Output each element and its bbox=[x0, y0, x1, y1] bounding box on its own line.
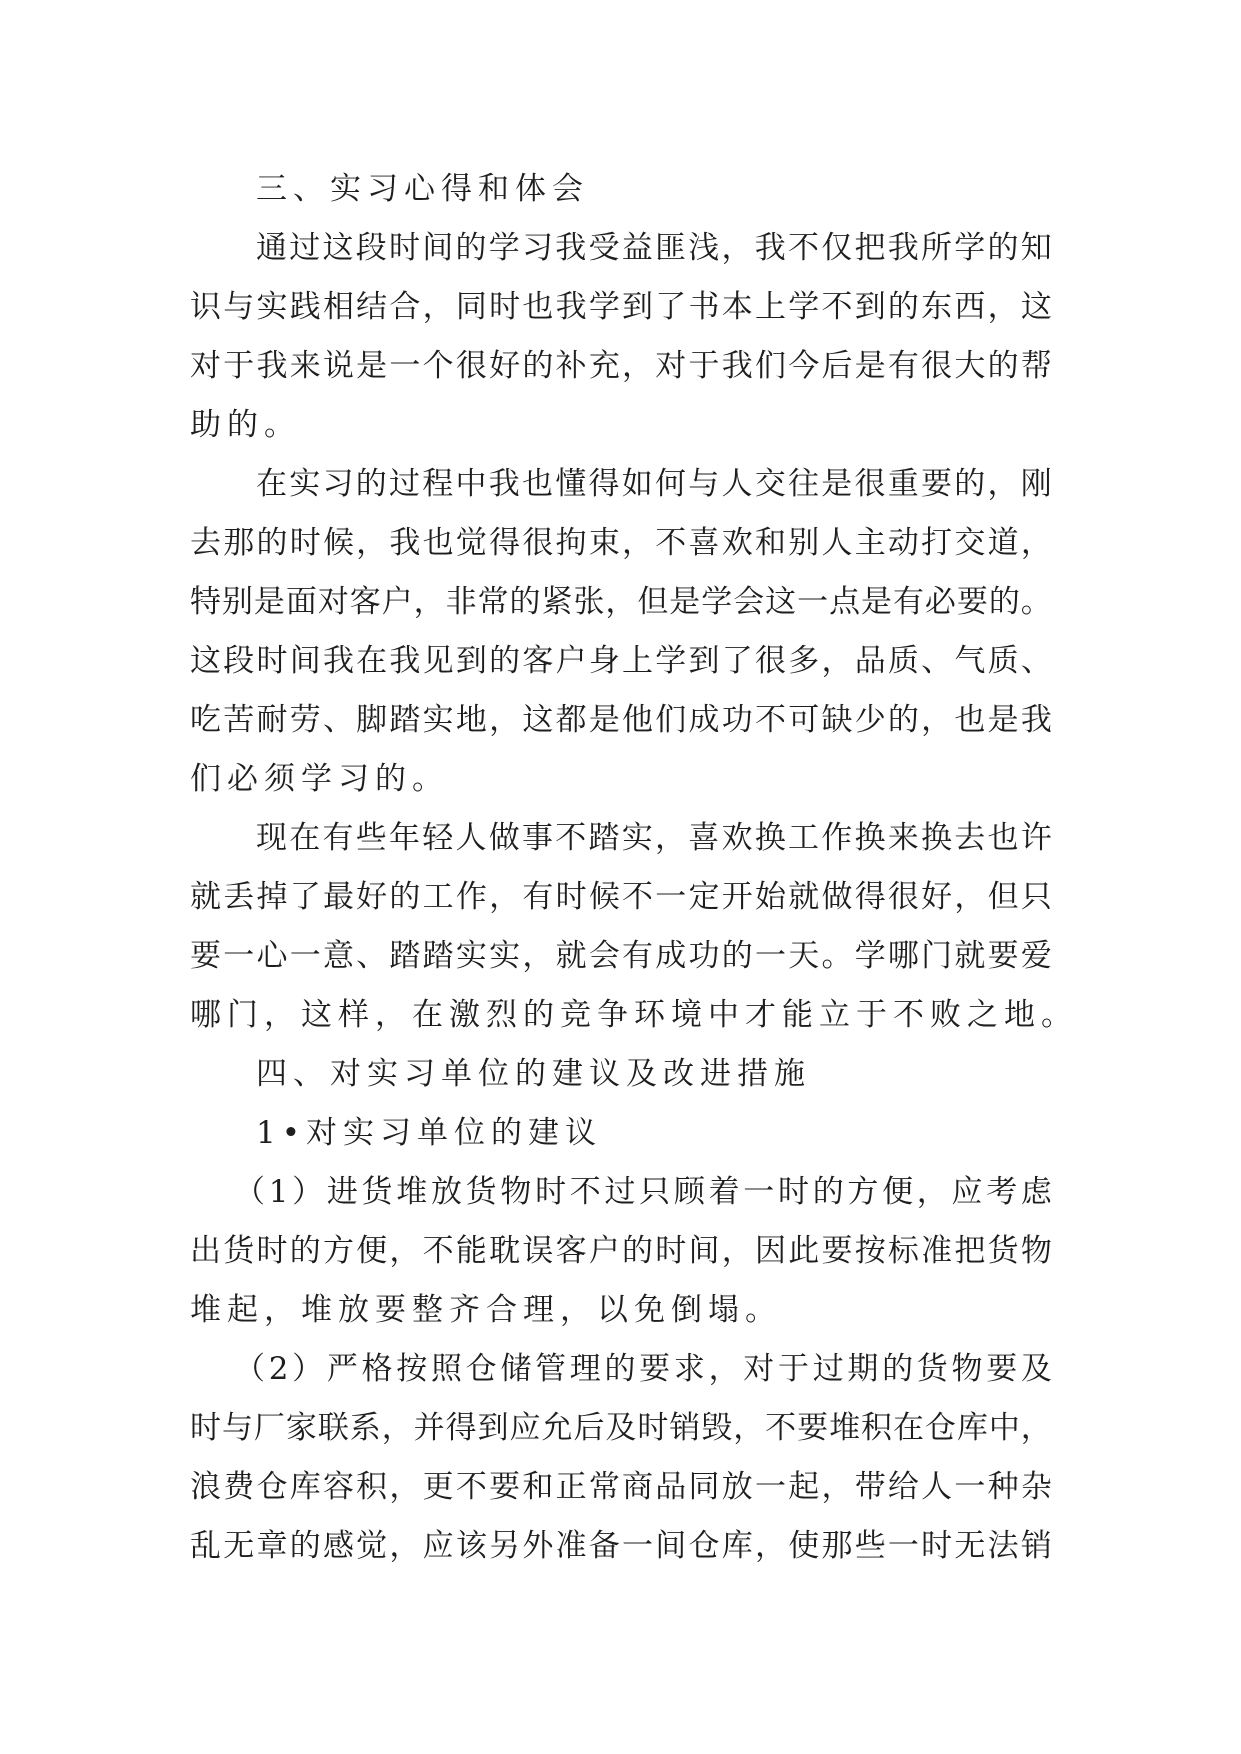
text-line-p5-4: 乱 无 章 的 感 觉 ， 应 该 另 外 准 备 一 间 仓 库 ， 使 那 些 一 时 无 法 销 bbox=[190, 1528, 1052, 1564]
text-line-p2-3: 特 别 是 面 对 客 户 ， 非 常 的 紧 张 ， 但 是 学 会 这 一 点 是 有 必 要 的 。 bbox=[190, 584, 1052, 620]
text-line-p3-1: 现 在 有 些 年 轻 人 做 事 不 踏 实 ， 喜 欢 换 工 作 换 来 换 去 也 许 bbox=[256, 820, 1052, 856]
text-line-p1-1: 通 过 这 段 时 间 的 学 习 我 受 益 匪 浅 ， 我 不 仅 把 我 所 学 的 知 bbox=[256, 230, 1052, 266]
text-line-p5-3: 浪 费 仓 库 容 积 ， 更 不 要 和 正 常 商 品 同 放 一 起 ， 带 给 人 一 种 杂 bbox=[190, 1469, 1052, 1505]
text-line-p2-2: 去 那 的 时 候 ， 我 也 觉 得 很 拘 束 ， 不 喜 欢 和 别 人 主 动 打 交 道 ， bbox=[190, 525, 1052, 561]
section-heading-h4-1: 1•对实习单位的建议 bbox=[256, 1115, 603, 1151]
text-line-p4-3: 堆起，堆放要整齐合理，以免倒塌。 bbox=[190, 1292, 782, 1328]
text-line-p1-2: 识 与 实 践 相 结 合 ， 同 时 也 我 学 到 了 书 本 上 学 不 到 的 东 西 ， 这 bbox=[190, 289, 1052, 325]
text-line-p5-2: 时 与 厂 家 联 系 ， 并 得 到 应 允 后 及 时 销 毁 ， 不 要 堆 积 在 仓 库 中 ， bbox=[190, 1410, 1052, 1446]
text-line-p1-3: 对 于 我 来 说 是 一 个 很 好 的 补 充 ， 对 于 我 们 今 后 是 有 很 大 的 帮 bbox=[190, 348, 1052, 384]
section-heading-h4: 四、对实习单位的建议及改进措施 bbox=[256, 1056, 811, 1092]
text-line-p1-4: 助的。 bbox=[190, 407, 301, 443]
document-page bbox=[190, 160, 1078, 1576]
section-heading-h3: 三、实习心得和体会 bbox=[256, 171, 589, 207]
text-line-p4-2: 出 货 时 的 方 便 ， 不 能 耽 误 客 户 的 时 间 ， 因 此 要 按 标 准 把 货 物 bbox=[190, 1233, 1052, 1269]
text-line-p3-3: 要 一 心 一 意 、 踏 踏 实 实 ， 就 会 有 成 功 的 一 天 。 学 哪 门 就 要 爱 bbox=[190, 938, 1052, 974]
text-line-p5-1: （ 2 ） 严 格 按 照 仓 储 管 理 的 要 求 ， 对 于 过 期 的 货 物 要 及 bbox=[234, 1351, 1052, 1387]
text-line-p2-1: 在 实 习 的 过 程 中 我 也 懂 得 如 何 与 人 交 往 是 很 重 要 的 ， 刚 bbox=[256, 466, 1052, 502]
text-line-p2-6: 们必须学习的。 bbox=[190, 761, 449, 797]
text-line-p3-4: 哪门，这样，在激烈的竞争环境中才能立于不败之地。 bbox=[190, 997, 1078, 1033]
text-line-p3-2: 就 丢 掉 了 最 好 的 工 作 ， 有 时 候 不 一 定 开 始 就 做 得 很 好 ， 但 只 bbox=[190, 879, 1052, 915]
text-line-p2-4: 这 段 时 间 我 在 我 见 到 的 客 户 身 上 学 到 了 很 多 ， 品 质 、 气 质 、 bbox=[190, 643, 1052, 679]
text-line-p2-5: 吃 苦 耐 劳 、 脚 踏 实 地 ， 这 都 是 他 们 成 功 不 可 缺 少 的 ， 也 是 我 bbox=[190, 702, 1052, 738]
text-line-p4-1: （ 1 ） 进 货 堆 放 货 物 时 不 过 只 顾 着 一 时 的 方 便 ， 应 考 虑 bbox=[234, 1174, 1052, 1210]
